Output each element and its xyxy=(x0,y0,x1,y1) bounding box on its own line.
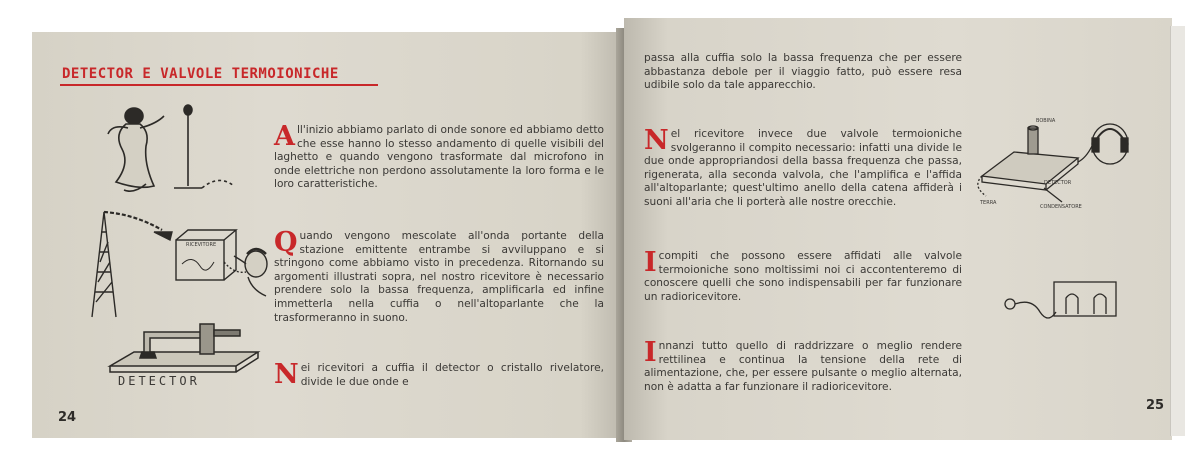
paragraph-text: ll'inizio abbiamo parlato di onde sonore ed abbiamo detto che esse hanno lo stesso andamento di quelle visibili del laghetto e quando vengono trasformate dal microfono in onde elettriche non perdono assolutamente la loro forma e le loro caratteristiche. xyxy=(274,124,604,191)
label-detector: DETECTOR xyxy=(1044,180,1072,186)
antenna-receiver-illustration xyxy=(84,192,284,322)
crystal-radio-diagram xyxy=(974,114,1154,214)
detector-caption: DETECTOR xyxy=(118,374,200,388)
paragraph-text: nnanzi tutto quello di raddrizzare o meglio rendere rettilinea e continua la tensione della rete di alimentazione, che, per essere pulsante o meglio alternata, non è adatta a far funzionare il radioricevitore. xyxy=(644,340,962,393)
paragraph-1 xyxy=(274,121,604,192)
valve-diagram xyxy=(1002,262,1132,332)
paragraph-4 xyxy=(644,337,962,394)
paragraph-text: compiti che possono essere affidati alle valvole termoioniche sono moltissimi noi ci accontenteremo di conoscere quelli che sono indispensabili per far funzionare un radioricevitore. xyxy=(644,250,962,303)
drop-cap: Q xyxy=(274,227,298,258)
paragraph-2 xyxy=(644,125,962,210)
receiver-box-label: RICEVITORE xyxy=(186,242,217,248)
drop-cap: I xyxy=(644,247,657,278)
label-terra: TERRA xyxy=(980,200,997,206)
drop-cap: N xyxy=(644,125,669,156)
paragraph-3 xyxy=(644,247,962,304)
page-edges xyxy=(1170,26,1185,436)
page-title: DETECTOR E VALVOLE TERMOIONICHE xyxy=(62,66,339,82)
label-condensatore: CONDENSATORE xyxy=(1040,204,1082,210)
paragraph-text: passa alla cuffia solo la bassa frequenza che per essere abbastanza debole per il viaggio fatto, può essere resa udibile solo da tale apparecchio. xyxy=(644,52,962,92)
page-number-left: 24 xyxy=(58,410,77,425)
left-page xyxy=(32,32,628,438)
drop-cap: A xyxy=(274,121,295,152)
drop-cap: N xyxy=(274,359,299,390)
paragraph-2 xyxy=(274,227,604,325)
paragraph-text: uando vengono mescolate all'onda portante della stazione emittente entrambe si avviluppano e si stringono come abbiamo visto in precedenza. Ritornando su argomenti illustrati sopra, nel nostro ricevitore è necessario prendere solo la bassa frequenza, amplificarla ed infine immetterla nella cuffia o nell'altoparlante che la trasformeranno in suono. xyxy=(274,230,604,324)
singer-microphone-illustration xyxy=(94,94,244,204)
open-book xyxy=(18,14,1184,450)
paragraph-1 xyxy=(644,52,962,93)
drop-cap: I xyxy=(644,337,657,368)
paragraph-text: ei ricevitori a cuffia il detector o cristallo rivelatore, divide le due onde e xyxy=(300,362,604,388)
page-number-right: 25 xyxy=(1146,398,1165,413)
right-page xyxy=(624,18,1172,440)
label-bobina: BOBINA xyxy=(1036,118,1056,124)
paragraph-3 xyxy=(274,359,604,390)
title-underline xyxy=(60,84,378,86)
paragraph-text: el ricevitore invece due valvole termoioniche svolgeranno il compito necessario: infatti una divide le due onde appropriandosi della bassa frequenza che passa, rigenerata, alla seconda valvola, che l'amplifica e l'affida all'altoparlante; quest'ultimo anello della catena affiderà i suoni all'aria che li porterà alle nostre orecchie. xyxy=(644,128,962,208)
